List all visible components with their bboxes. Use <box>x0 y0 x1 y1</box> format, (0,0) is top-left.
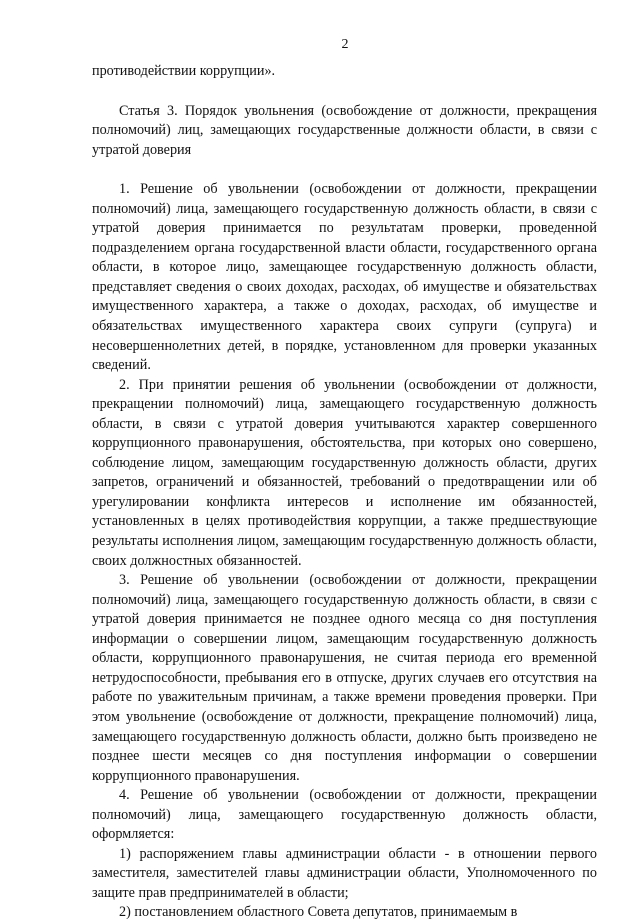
paragraph-1: 1. Решение об увольнении (освобождении от должности, прекращении полномочий) лица, замещающего государственную должность области, в связи с утратой доверия принимается по результатам проверки, проведенной подразделением органа государственной власти области, государственного органа области, в которое лицо, замещающее государственную должность области, представляет сведения о своих доходах, расходах, об имуществе и обязательствах имущественного характера, а также о доходах, расходах, об имуществе и обязательствах имущественного характера своих супруги (супруга) и несовершеннолетних детей, в порядке, установленном для проверки указанных сведений. <box>92 181 597 374</box>
paragraph-3: 3. Решение об увольнении (освобождении от должности, прекращении полномочий) лица, замещающего государственную должность области, в связи с утратой доверия принимается не позднее одного месяца со дня поступления информации о совершении лицом, замещающим государственную должность области, коррупционного правонарушения, не считая периода его временной нетрудоспособности, пребывания его в отпуске, других случаев его отсутствия на работе по уважительным причинам, а также времени проведения проверки. При этом увольнение (освобождение от должности, прекращение полномочий) лица, замещающего государственную должность области, должно быть произведено не позднее шести месяцев со дня поступления информации о совершении коррупционного правонарушения. <box>92 572 597 784</box>
paragraph-2: 2. При принятии решения об увольнении (освобождении от должности, прекращении полномочий) лица, замещающего государственную должность области, в связи с утратой доверия учитываются характер совершенного коррупционного правонарушения, обстоятельства, при которых оно совершено, соблюдение лицом, замещающим государственную должность области, других запретов, ограничений и обязанностей, требований о предотвращении или об урегулировании конфликта интересов и исполнение им обязанностей, установленных в целях противодействия коррупции, а также предшествующие результаты исполнения лицом, замещающим государственную должность области, своих должностных обязанностей. <box>92 376 597 569</box>
page-number: 2 <box>341 37 349 52</box>
continuation-text: противодействии коррупции». <box>92 63 276 79</box>
paragraph-4: 4. Решение об увольнении (освобождении от должности, прекращении полномочий) лица, замещающего государственную должность области, оформляется: <box>92 787 597 843</box>
list-item-2: 2) постановлением областного Совета депутатов, принимаемым в <box>119 904 518 921</box>
document-body <box>92 62 597 923</box>
list-item-1: 1) распоряжением главы администрации области - в отношении первого заместителя, заместителей главы администрации области, Уполномоченного по защите прав предпринимателей в области; <box>92 845 597 901</box>
article-heading: Статья 3. Порядок увольнения (освобождение от должности, прекращения полномочий) лиц, замещающих государственные должности области, в связи с утратой доверия <box>92 102 597 158</box>
